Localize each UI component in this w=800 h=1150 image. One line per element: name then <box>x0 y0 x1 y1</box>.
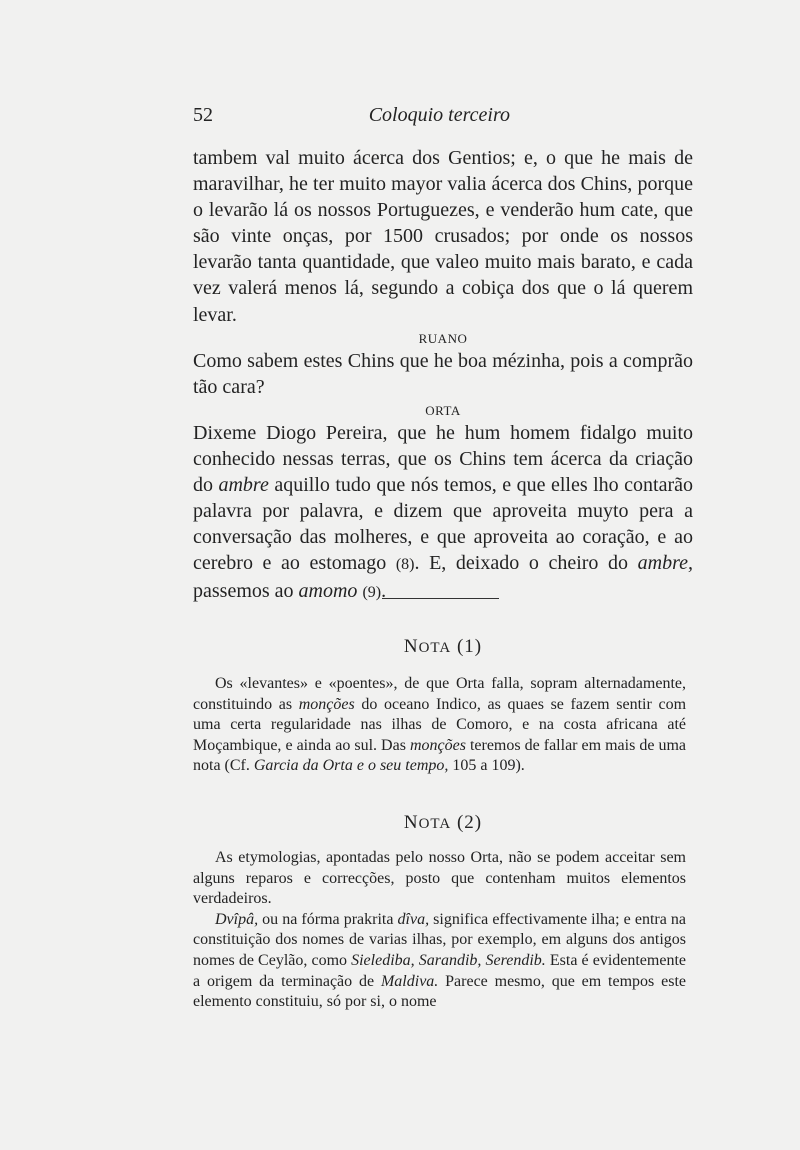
italic-term: ambre <box>218 474 269 497</box>
page-number: 52 <box>193 104 213 126</box>
italic-term: dîva, <box>397 910 430 928</box>
italic-term: amomo <box>298 580 358 603</box>
paragraph-2: Como sabem estes Chins que he boa mézinha, pois a comprão tão cara? <box>193 349 693 398</box>
nota-1-text <box>193 674 686 777</box>
heading-number: (1) <box>456 636 483 657</box>
paragraph-1: tambem val muito ácerca dos Gentios; e, o que he mais de maravilhar, he ter muito mayor valia ácerca dos Chins, porque o levarão lá os nossos Portuguezes, e venderão hum cate, que são vinte onças, por 1500 crusados; por onde os nossos levarão tanta quantidade, que valeo muito mais barato, e cada vez valerá menos lá, segundo a cobiça dos que o lá querem levar. <box>193 147 693 326</box>
nota-2-paragraph-1: As etymologias, apontadas pelo nosso Orta, não se podem acceitar sem alguns reparos e correcções, posto que contenham muitos elementos verdadeiros. <box>193 849 686 908</box>
heading-initial: N <box>403 812 419 833</box>
text-run: . <box>381 580 387 603</box>
text-run: significa effectivamente ilha; e entra na constituição dos nomes de varias ilhas, por exemplo, em alguns dos antigos nomes de Ceylão, como <box>193 910 687 969</box>
text-run: Os «levantes» e «poentes», de que Orta falla, sopram alternadamente, constituindo as <box>193 675 686 713</box>
speaker-orta: ORTA <box>425 402 461 418</box>
text-run: ou na fórma prakrita <box>258 910 398 928</box>
section-divider <box>382 598 499 599</box>
heading-smallcaps: OTA <box>418 816 452 832</box>
paragraph-3 <box>193 420 693 607</box>
text-run: teremos de fallar em mais de uma nota (Cf. <box>193 736 686 775</box>
italic-term: monções <box>298 695 355 713</box>
italic-term: ambre, <box>637 552 694 575</box>
text-run: Dixeme Diogo Pereira, que he hum homem fidalgo muito conhecido nessas terras, que os Chins tem ácerca da criação do <box>193 421 693 497</box>
italic-term: Dvîpâ, <box>215 910 259 928</box>
dialogue-text <box>193 145 693 607</box>
text-run: passemos ao <box>193 580 299 603</box>
speaker-ruano: RUANO <box>418 330 468 346</box>
text-run: Parece mesmo, que em tempos este elemento constituiu, só por si, o nome <box>193 972 687 1011</box>
italic-title: Garcia da Orta e o seu tempo, <box>253 757 449 775</box>
heading-number: (2) <box>456 812 483 833</box>
nota-1-paragraph <box>193 674 686 777</box>
italic-term: Sielediba, Sarandib, Serendib. <box>351 951 546 969</box>
text-run: . E, deixado o cheiro do <box>414 552 638 575</box>
running-header <box>193 104 510 132</box>
italic-term: Maldiva. <box>380 972 439 990</box>
note-reference: (9) <box>362 584 382 602</box>
nota-1-heading <box>193 636 693 658</box>
running-title: Coloquio terceiro <box>368 104 510 126</box>
nota-2-text <box>193 848 686 1013</box>
heading-initial: N <box>403 636 419 657</box>
text-run: Esta é evidentemente a origem da terminação de <box>193 951 687 990</box>
text-run: aquillo tudo que nós temos, e que elles lho contarão palavra por palavra, e dizem que aproveita muyto pera a conversação das molheres, e que aproveita ao coração, e ao cerebro e ao estomago <box>193 474 693 575</box>
heading-smallcaps: OTA <box>418 640 452 656</box>
nota-2-paragraph-2 <box>193 910 686 1013</box>
text-run: 105 a 109). <box>448 757 525 775</box>
italic-term: monções <box>409 736 466 754</box>
text-run: do oceano Indico, as quaes se fazem sentir com uma certa regularidade nas ilhas de Comoro, e na costa africana até Moçambique, e ainda ao sul. Das <box>193 695 687 754</box>
nota-2-heading <box>193 812 693 834</box>
note-reference: (8) <box>395 556 415 574</box>
